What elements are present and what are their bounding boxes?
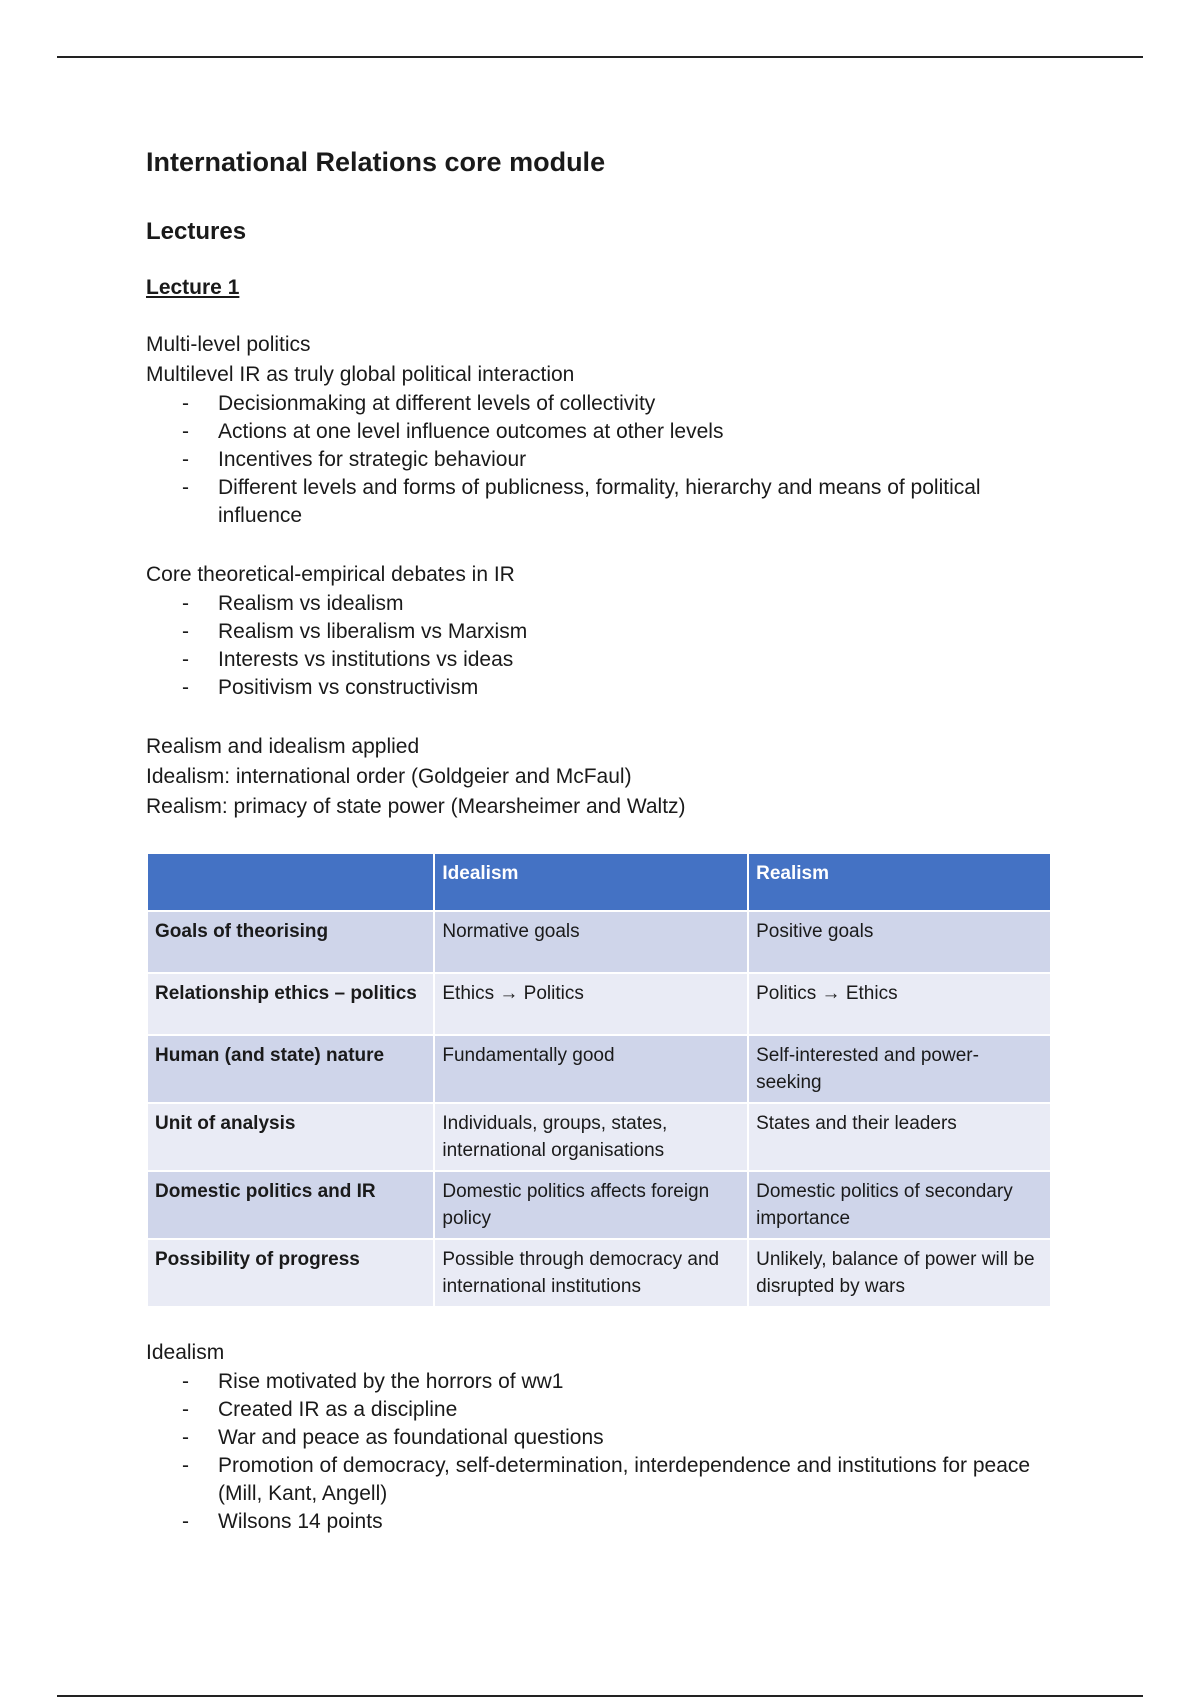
table-cell: Normative goals	[435, 912, 747, 972]
table-cell: Individuals, groups, states, international organisations	[435, 1104, 747, 1170]
list-item: - Actions at one level influence outcomes at other levels	[218, 418, 1066, 446]
idealism-section	[146, 1338, 1066, 1536]
table-row	[148, 1172, 1050, 1238]
paragraph-line: Core theoretical-empirical debates in IR	[146, 563, 515, 587]
list-item: - Different levels and forms of publicness, formality, hierarchy and means of political influence	[218, 474, 1066, 530]
table-row-label: Relationship ethics – politics	[148, 974, 433, 1034]
list-item: - Rise motivated by the horrors of ww1	[218, 1368, 1066, 1396]
list-item: - Decisionmaking at different levels of collectivity	[218, 390, 1066, 418]
table-header-cell	[148, 854, 433, 910]
bullet-list	[146, 390, 1066, 530]
footer-rule	[57, 1695, 1143, 1697]
document-body	[146, 146, 1066, 1566]
list-item: - Realism vs liberalism vs Marxism	[218, 618, 1066, 646]
section-heading: Lectures	[146, 218, 247, 246]
paragraph-line: Realism and idealism applied	[146, 735, 420, 759]
table-cell: Politics → Ethics	[749, 974, 1050, 1034]
table-cell: States and their leaders	[749, 1104, 1050, 1170]
table-header-cell: Realism	[749, 854, 1050, 910]
table-cell: Domestic politics affects foreign policy	[435, 1172, 747, 1238]
paragraph-line: Idealism	[146, 1341, 225, 1365]
table-cell: Unlikely, balance of power will be disrupted by wars	[749, 1240, 1050, 1306]
bullet-list	[146, 590, 1066, 702]
idealism-realism-table	[146, 852, 1052, 1308]
table-cell: Possible through democracy and international institutions	[435, 1240, 747, 1306]
bullet-list	[146, 1368, 1066, 1536]
table-row-label: Human (and state) nature	[148, 1036, 433, 1102]
table-cell: Fundamentally good	[435, 1036, 747, 1102]
table-cell: Domestic politics of secondary importance	[749, 1172, 1050, 1238]
document-title: International Relations core module	[146, 147, 606, 177]
table-row-label: Unit of analysis	[148, 1104, 433, 1170]
table-cell: Ethics → Politics	[435, 974, 747, 1034]
list-item: - Created IR as a discipline	[218, 1396, 1066, 1424]
lecture-heading: Lecture 1	[146, 276, 240, 300]
paragraph-line: Realism: primacy of state power (Mearsheimer and Waltz)	[146, 795, 686, 819]
list-item: - Realism vs idealism	[218, 590, 1066, 618]
paragraph-line: Idealism: international order (Goldgeier and McFaul)	[146, 765, 632, 789]
table-row-label: Domestic politics and IR	[148, 1172, 433, 1238]
table-row	[148, 1240, 1050, 1306]
core-debates-section	[146, 560, 1066, 702]
header-rule	[57, 56, 1143, 58]
table-row	[148, 974, 1050, 1034]
table-row	[148, 1036, 1050, 1102]
list-item: - Wilsons 14 points	[218, 1508, 1066, 1536]
table-row	[148, 912, 1050, 972]
list-item: - War and peace as foundational questions	[218, 1424, 1066, 1452]
realism-idealism-applied-section	[146, 732, 1066, 822]
paragraph-line: Multi-level politics	[146, 333, 311, 357]
table-header-row	[148, 854, 1050, 910]
multilevel-politics-section	[146, 330, 1066, 530]
list-item: - Promotion of democracy, self-determination, interdependence and institutions for peace (Mill, Kant, Angell)	[218, 1452, 1066, 1508]
list-item: - Interests vs institutions vs ideas	[218, 646, 1066, 674]
table-cell: Positive goals	[749, 912, 1050, 972]
table-row-label: Possibility of progress	[148, 1240, 433, 1306]
paragraph-line: Multilevel IR as truly global political interaction	[146, 363, 575, 387]
table-cell: Self-interested and power-seeking	[749, 1036, 1050, 1102]
table-row-label: Goals of theorising	[148, 912, 433, 972]
table-header-cell: Idealism	[435, 854, 747, 910]
table-row	[148, 1104, 1050, 1170]
list-item: - Positivism vs constructivism	[218, 674, 1066, 702]
list-item: - Incentives for strategic behaviour	[218, 446, 1066, 474]
